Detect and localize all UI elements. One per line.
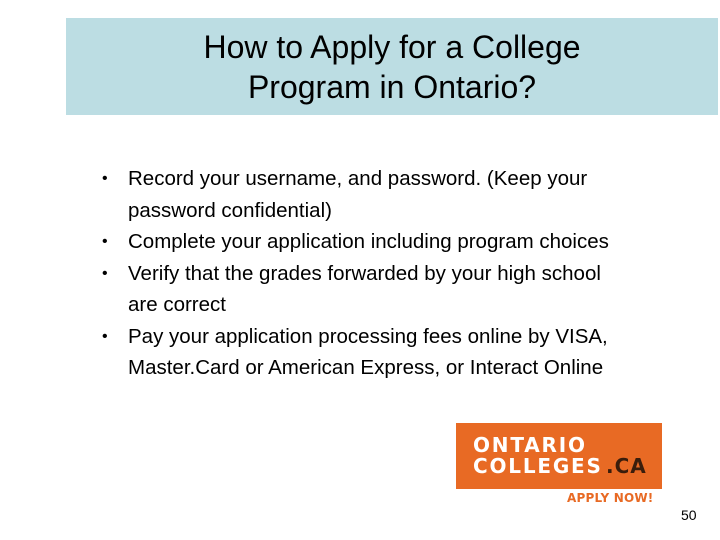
- bullet-item: [100, 258, 705, 321]
- logo-line-ontario: ONTARIO: [473, 433, 587, 457]
- bullet-text-line: are correct: [128, 293, 226, 316]
- bullet-list: [100, 163, 705, 384]
- bullet-marker: •: [102, 327, 108, 345]
- bullet-marker: •: [102, 170, 108, 187]
- bullet-item: [100, 163, 705, 226]
- bullet-marker: •: [102, 233, 108, 250]
- bullet-text-line: Record your username, and password. (Keep your: [128, 167, 588, 190]
- logo-line-colleges: COLLEGES: [473, 454, 603, 478]
- ontario-colleges-logo: [456, 423, 662, 489]
- bullet-text-line: Complete your application including program choices: [128, 230, 609, 253]
- slide-title-line: Program in Ontario?: [247, 68, 537, 105]
- slide-title: [203, 27, 580, 107]
- logo-suffix: .CA: [606, 454, 647, 478]
- page-number: 50: [681, 507, 697, 523]
- logo-tagline: APPLY NOW!: [567, 491, 654, 505]
- bullet-item: [100, 321, 705, 384]
- title-banner: [66, 18, 718, 115]
- bullet-marker: •: [102, 264, 108, 282]
- bullet-text-line: Pay your application processing fees online by VISA,: [128, 324, 608, 348]
- bullet-text-line: password confidential): [128, 198, 332, 222]
- bullet-item: [100, 226, 705, 258]
- bullet-text-line: Verify that the grades forwarded by your high school: [128, 261, 601, 285]
- bullet-text-line: Master.Card or American Express, or Interact Online: [128, 356, 604, 379]
- slide-title-line: How to Apply for a College: [203, 28, 581, 65]
